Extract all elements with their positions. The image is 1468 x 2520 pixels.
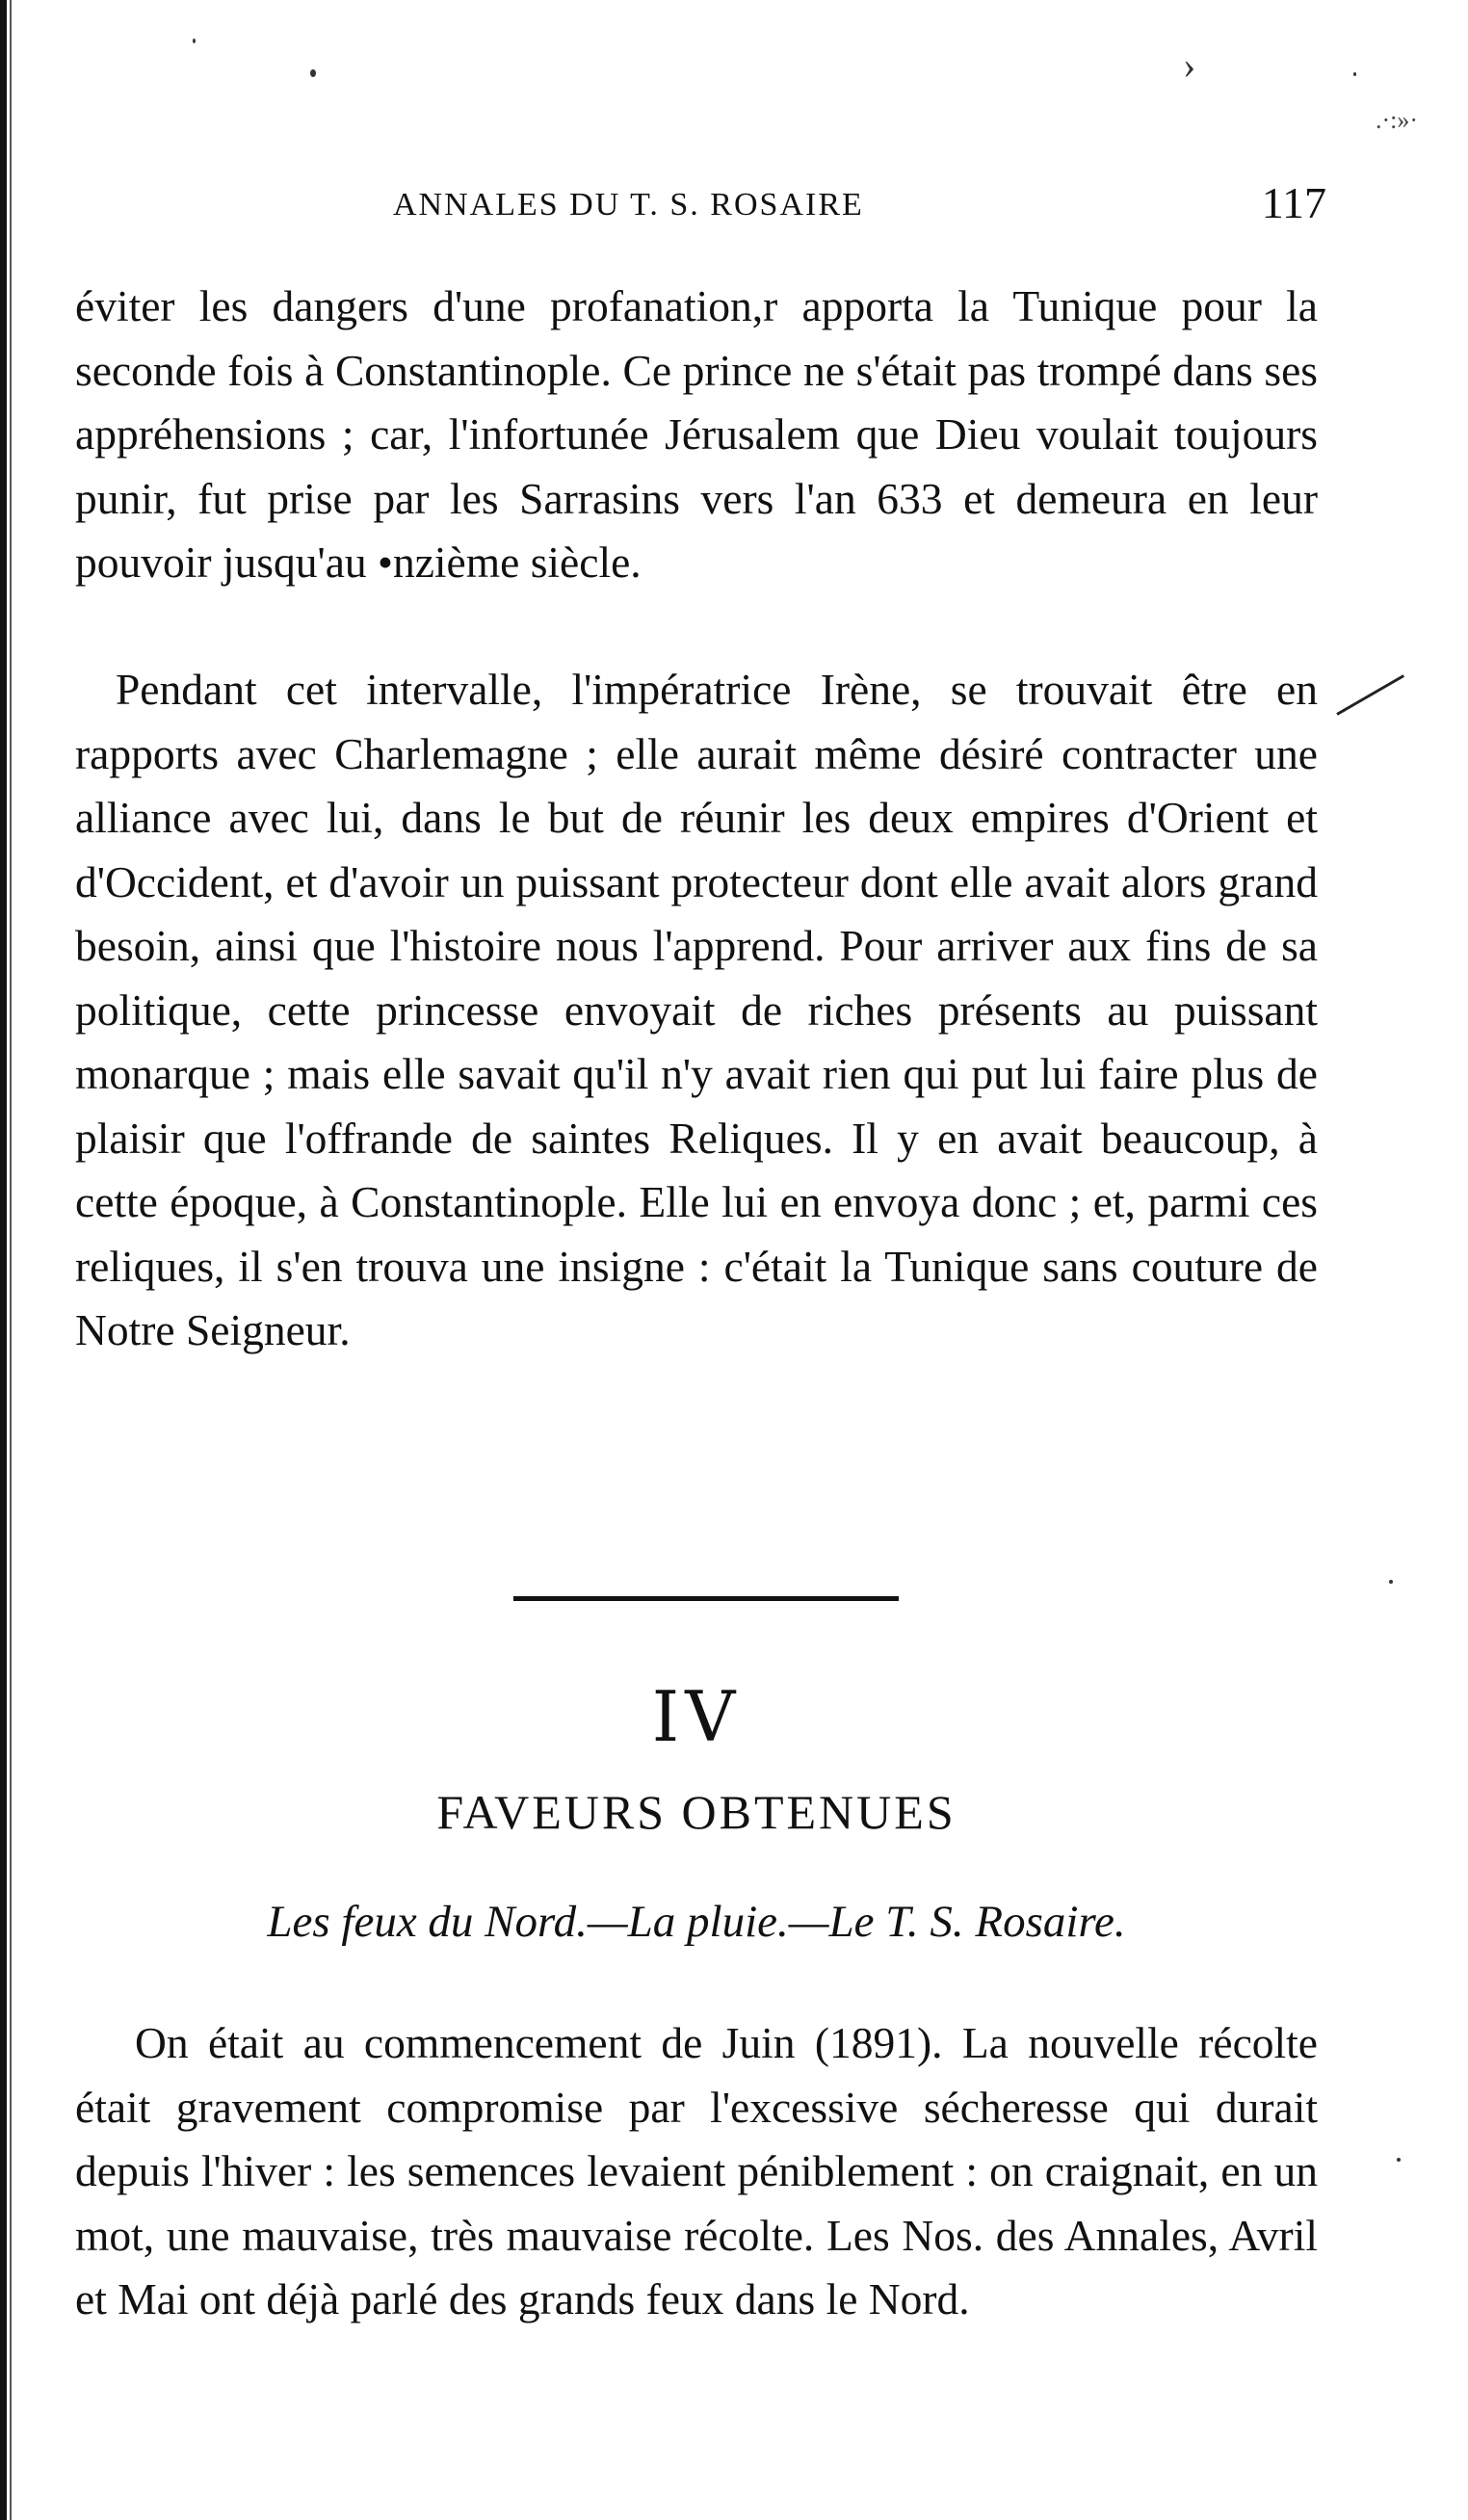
body-paragraph-2: Pendant cet intervalle, l'impératrice Irène, se trouvait être en rapports avec Charlemagne ; elle aurait même désiré contracter une alliance avec lui, dans le but de réunir les deux empires d'Orient et d'Occident, et d'avoir un puissant protecteur dont elle avait alors grand besoin, ainsi que l'histoire nous l'apprend. Pour arriver aux fins de sa politique, cette princesse envoyait de riches présents au puissant monarque ; mais elle savait qu'il n'y avait rien qui put lui faire plus de plaisir que l'offrande de saintes Reliques. Il y en avait beaucoup, à cette époque, à Constantinople. Elle lui en envoya donc ; et, parmi ces reliques, il s'en trouva une insigne : c'était la Tunique sans couture de Notre Seigneur. <box>75 665 1318 1354</box>
body-paragraph-1: éviter les dangers d'une profanation,r apporta la Tunique pour la seconde fois à Constantinople. Ce prince ne s'était pas trompé dans ses appréhensions ; car, l'infortunée Jérusalem que Dieu voulait toujours punir, fut prise par les Sarrasins vers l'an 633 et demeura en leur pouvoir jusqu'au •nzième siècle. <box>75 281 1318 587</box>
running-head <box>75 178 1327 241</box>
section-title: FAVEURS OBTENUES <box>436 1785 957 1839</box>
scan-speck <box>1397 2158 1401 2162</box>
page-number: 117 <box>1261 178 1326 227</box>
scan-mark: .·:»· <box>1376 106 1419 134</box>
book-page <box>75 0 1327 2520</box>
running-title: ANNALES DU T. S. ROSAIRE <box>393 187 864 223</box>
section-subtitle: Les feux du Nord.—La pluie.—Le T. S. Rosaire. <box>267 1897 1126 1947</box>
scan-binding-line <box>10 0 12 2520</box>
section-divider <box>513 1596 899 1601</box>
section-paragraph: On était au commencement de Juin (1891). La nouvelle récolte était gravement compromise par l'excessive sécheresse qui durait depuis l'hiver : les semences levaient péniblement : on craignait, en un mot, une mauvaise, très mauvaise récolte. Les Nos. des Annales, Avril et Mai ont déjà parlé des grands feux dans le Nord. <box>75 2018 1318 2323</box>
section-numeral: IV <box>651 1676 742 1757</box>
scan-speck <box>1389 1580 1393 1584</box>
scan-binding-edge <box>0 0 7 2520</box>
scan-speck <box>1353 72 1356 76</box>
scan-mark: › <box>1183 43 1196 87</box>
margin-pencil-mark <box>1336 674 1404 716</box>
